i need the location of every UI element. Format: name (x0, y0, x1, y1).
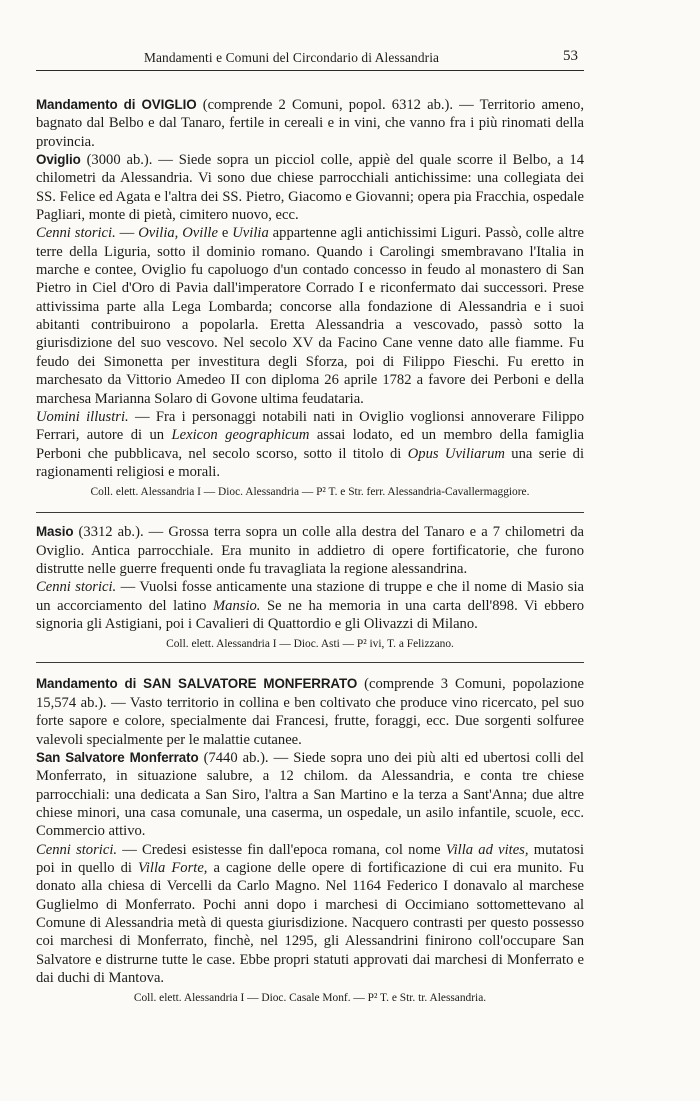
mandamento-oviglio-paragraph (36, 96, 584, 151)
oviglio-uomini-illustri (36, 408, 584, 481)
text-run: a cagione delle opere di fortificazione di cui era munito. Fu donato alla chiesa di Vercelli da Carlo Magno. Nel 1164 Federico I donavalo al marchese Guglielmo di Monferrato. Pochi anni dopo i marchesi di Occimiano sottomettevano al Comune di Alessandria metà di questa giurisdizione. Nacquero contrasti per questo possesso coi marchesi di Monferrato, finchè, nel 1295, gli Alessandrini finirono coll'occupare San Salvatore e distrurne tutte le case. Ebbe propri statuti approvati dai marchesi di Monferrato e dai duchi di Mantova. (36, 859, 584, 986)
mandamento-oviglio-heading: Mandamento di OVIGLIO (36, 97, 197, 112)
cenni-storici-label: Cenni storici. (36, 579, 117, 596)
comune-san-salvatore-heading: San Salvatore Monferrato (36, 749, 199, 765)
text-run: mutatosi poi in quello di (36, 841, 584, 876)
header-title: Mandamenti e Comuni del Circondario di Alessandria (144, 50, 440, 65)
text-run: e (217, 225, 233, 242)
uomini-illustri-label: Uomini illustri. (36, 408, 129, 425)
text-run: Se ne ha memoria in una carta dell'898. Vi ebbero signoria gli Astigiani, poi i Cavalieri di Quattordio e gli Olivazzi di Milano. (36, 597, 585, 633)
mandamento-san-salvatore-paragraph (36, 675, 584, 748)
text-run: — Credesi esistesse fin dall'epoca romana, col nome (117, 841, 446, 858)
cenni-storici-label: Cenni storici. (36, 841, 118, 858)
italic-run: Villa Forte, (138, 859, 208, 876)
italic-run: Villa ad vites, (445, 841, 529, 858)
italic-run: Opus Uviliarum (407, 445, 505, 462)
san-salvatore-collegio-line: Coll. elett. Alessandria I — Dioc. Casale Monf. — P² T. e Str. tr. Alessandria. (133, 992, 487, 1005)
text-run: appartenne agli antichissimi Liguri. Passò, colle altre terre della Liguria, sotto il dominio romano. Quando i Carolingi smembravano l'Italia in marche e contee, Oviglio fu capoluogo d'un contado concesso in feudo al monastero di San Pietro in Ciel d'Oro di Pavia dall'imperatore Corrado I e riconfermato dai successori. Prese attivissima parte alla Lega Lombarda; concorse alla fondazione di Alessandria e i suoi abitanti contribuirono a popolarla. Eretta Alessandria a vescovado, passò sotto la giurisdizione del suo vescovo. Nel secolo XV da Facino Cane venne dato alle fiamme. Fu feudo dei Simonetta per investitura degli Sforza, poi di Filippo Fieschi. Fu eretto in marchesato da Vittorio Amedeo II con diploma 26 aprile 1782 a favore dei Perboni e della marchesa Marianna Solaro di Govone ultima feudataria. (36, 225, 584, 407)
italic-run: Uvilia (232, 225, 269, 242)
cenni-storici-label: Cenni storici. (36, 225, 116, 242)
san-salvatore-cenni-storici (36, 841, 584, 988)
page-number: 53 (563, 48, 578, 64)
mandamento-san-salvatore-heading: Mandamento di SAN SALVATORE MONFERRATO (36, 676, 358, 692)
oviglio-cenni-storici (36, 224, 584, 407)
masio-cenni-storici (36, 578, 584, 633)
comune-san-salvatore-text: (7440 ab.). — Siede sopra uno dei più alti ed ubertosi colli del Monferrato, in situazione salubre, a 12 chilom. da Alessandria, e conta tre chiese parrocchiali: una dedicata a San Siro, l'altra a San Martino e la terza a Sant'Anna; due altre chiese minori, una casa comunale, una caserma, un ospedale, un asilo infantile, scuole, ecc. Commercio attivo. (36, 749, 584, 840)
comune-masio-text: (3312 ab.). — Grossa terra sopra un colle alla destra del Tanaro e a 7 chilometri da Oviglio. Antica parrocchiale. Era munito in addietro di opere fortificatorie, che furono distrutte nelle guerre frequenti onde fu travagliata la regione alessandrina. (36, 524, 584, 577)
section-divider (36, 512, 584, 513)
italic-run: Lexicon geographicum (171, 427, 310, 444)
comune-masio-paragraph (36, 523, 584, 578)
page-body (36, 96, 584, 1006)
comune-oviglio-text: (3000 ab.). — Siede sopra un picciol colle, appiè del quale scorre il Belbo, a 14 chilometri da Alessandria. Vi sono due chiese parrocchiali antichissime: una collegiata dei SS. Felice ed Agata e l'altra dei SS. Pietro, Giacomo e Giovanni; opera pia Fracchia, ospedale Pagliari, monte di pietà, cimitero nuovo, ecc. (36, 152, 584, 224)
text-run: una serie di ragionamenti religiosi e morali. (36, 445, 585, 480)
italic-run: Ovilia, Oville (138, 225, 218, 242)
mandamento-san-salvatore-text: (comprende 3 Comuni, popolazione 15,574 ab.). — Vasto territorio in collina e ben coltivato che produce vino ricercato, pel suo forte sapore e colore, specialmente dai Francesi, frutte, foraggi, ecc. Due sorgenti solfuree valevoli specialmente per le malattie cutanee. (36, 676, 584, 748)
text-run: assai lodato, ed un membro della famiglia Perboni che pubblicava, nel secolo scorso, sotto il titolo di (36, 427, 585, 462)
masio-collegio-line: Coll. elett. Alessandria I — Dioc. Asti — P² ivi, T. a Felizzano. (166, 638, 454, 651)
section-divider (36, 662, 584, 663)
running-header (36, 46, 584, 71)
comune-oviglio-paragraph (36, 151, 584, 224)
text-run: — Fra i personaggi notabili nati in Oviglio voglionsi annoverare Filippo Ferrari, autore di un (36, 408, 585, 444)
italic-run: Mansio. (212, 597, 261, 614)
comune-oviglio-heading: Oviglio (36, 152, 81, 168)
oviglio-collegio-line: Coll. elett. Alessandria I — Dioc. Alessandria — P² T. e Str. ferr. Alessandria-Cavallermaggiore. (90, 486, 530, 499)
mandamento-oviglio-text: (comprende 2 Comuni, popol. 6312 ab.). — Territorio ameno, bagnato dal Belbo e dal Tanaro, fertile in cereali e in vini, che vanno fra i più rinomati della provincia. (36, 97, 584, 150)
text-run: — (115, 225, 139, 242)
comune-masio-heading: Masio (36, 524, 74, 540)
text-run: — Vuolsi fosse anticamente una stazione di truppe e che il nome di Masio sia un accorciamento del latino (36, 579, 584, 614)
comune-san-salvatore-paragraph (36, 749, 584, 841)
